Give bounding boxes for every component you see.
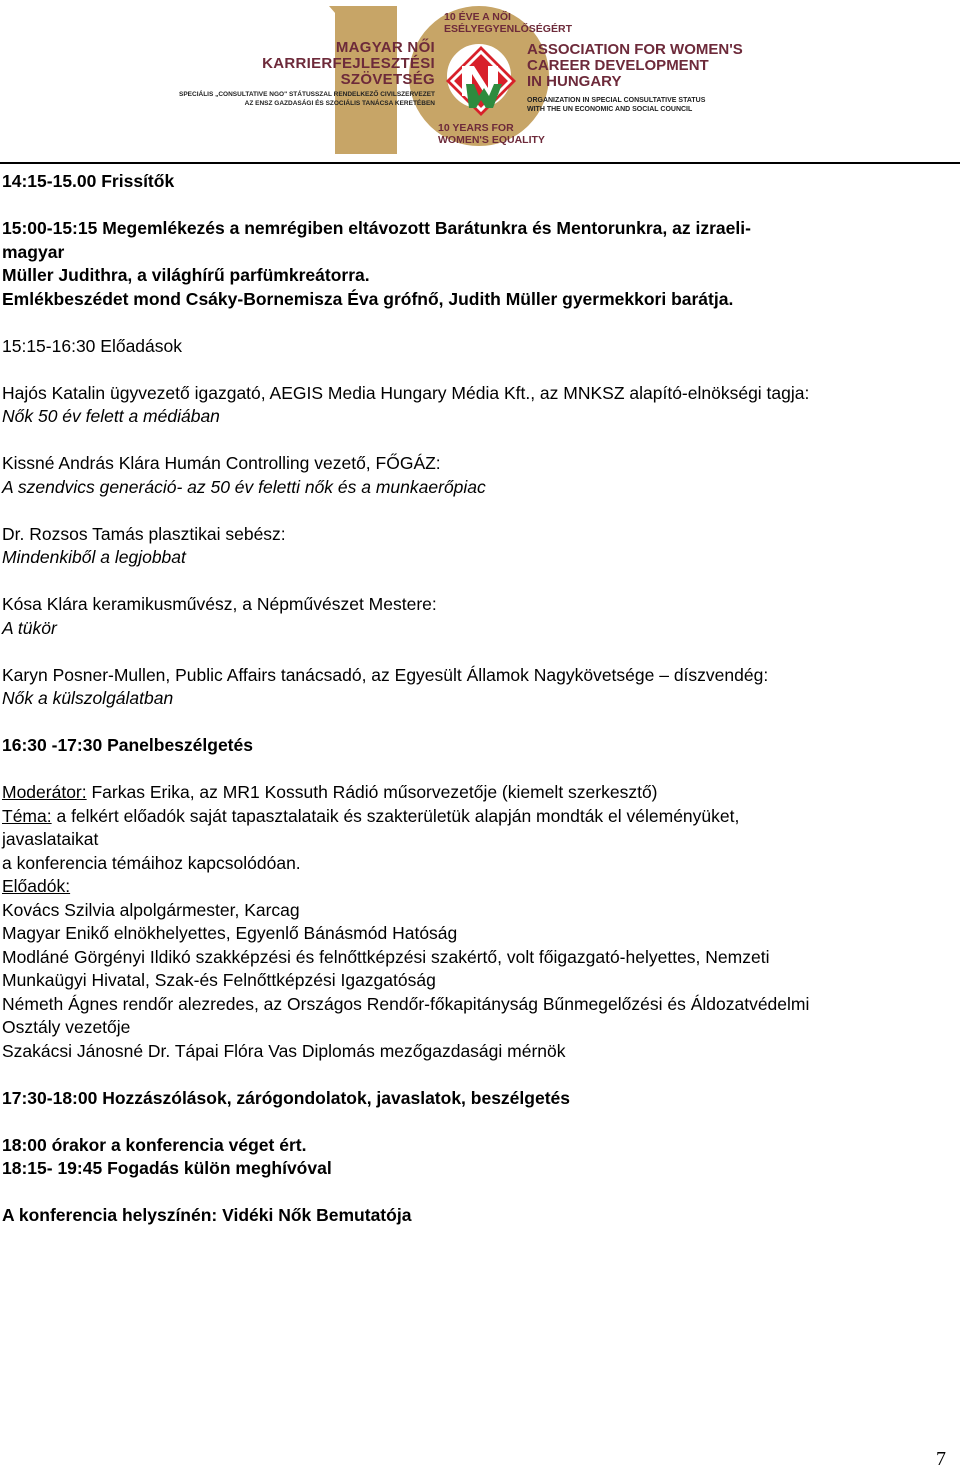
lecture-speaker: Dr. Rozsos Tamás plasztikai sebész: [2, 523, 286, 544]
memorial-line: magyar [2, 241, 65, 262]
lectures-heading: 15:15-16:30 Előadások [2, 335, 182, 356]
lecture-title: Nők 50 év felett a médiában [2, 406, 220, 426]
lecture-title: A tükör [2, 617, 57, 638]
logo-subtitle-line: AZ ENSZ GAZDASÁGI ÉS SZOCIÁLIS TANÁCSA KERETÉBEN [244, 100, 435, 107]
logo-subtitle-line: SPECIÁLIS „CONSULTATIVE NGO" STÁTUSSZAL RENDELKEZŐ CIVILSZERVEZET [179, 91, 435, 98]
lecture-title: Mindenkiből a legjobbat [2, 547, 186, 567]
topic-text: a felkért előadók saját tapasztalataik és szakterületük alapján mondták el véleményüket, [51, 805, 740, 826]
logo-hungarian-name [179, 40, 435, 108]
logo-badge-line: ESÉLYEGYENLŐSÉGÉRT [444, 23, 572, 35]
logo-badge-line: 10 ÉVE A NŐI [444, 11, 511, 23]
panelist-line: Németh Ágnes rendőr alezredes, az Országos Rendőr-főkapitányság Bűnmegelőzési és Áldozatvédelmi [2, 993, 810, 1014]
memorial-line: Müller Judithra, a világhírű parfümkreátorra. [2, 265, 370, 285]
program-content [2, 170, 960, 1228]
logo-english-subtitle [527, 96, 743, 114]
logo-subtitle-line: ORGANIZATION IN SPECIAL CONSULTATIVE STATUS [527, 97, 706, 104]
lecture-speaker: Hajós Katalin ügyvezető igazgató, AEGIS Media Hungary Média Kft., az MNKSZ alapító-elnökségi tagja: [2, 382, 810, 403]
logo-name-line: CAREER DEVELOPMENT [527, 57, 709, 74]
logo-name-line: SZÖVETSÉG [340, 71, 435, 88]
panelist-line: Szakácsi Jánosné Dr. Tápai Flóra Vas Diplomás mezőgazdasági mérnök [2, 1040, 566, 1061]
logo-badge-line: 10 YEARS FOR [438, 122, 514, 134]
lecture-title: A szendvics generáció- az 50 év feletti nők és a munkaerőpiac [2, 476, 486, 497]
panelist-line: Kovács Szilvia alpolgármester, Karcag [2, 899, 300, 920]
panelist-line: Osztály vezetője [2, 1017, 131, 1037]
lecture-item [2, 593, 960, 640]
panelist-line: Modláné Görgényi Ildikó szakképzési és felnőttképzési szakértő, volt főigazgató-helyettes, Nemzeti [2, 946, 770, 967]
topic-line [2, 805, 960, 829]
moderator-line [2, 781, 960, 805]
lecture-speaker: Kissné András Klára Humán Controlling vezető, FŐGÁZ: [2, 453, 441, 473]
logo-name-line: IN HUNGARY [527, 73, 622, 90]
logo-subtitle-line: WITH THE UN ECONOMIC AND SOCIAL COUNCIL [527, 106, 693, 113]
reception-line: 18:15- 19:45 Fogadás külön meghívóval [2, 1158, 332, 1178]
header-divider [0, 162, 960, 164]
discussion-line: 17:30-18:00 Hozzászólások, zárógondolatok, javaslatok, beszélgetés [2, 1087, 570, 1108]
page-number: 7 [936, 1448, 946, 1470]
panel-heading: 16:30 -17:30 Panelbeszélgetés [2, 735, 253, 755]
logo-bottom-badge [438, 122, 545, 146]
lecture-speaker: Karyn Posner-Mullen, Public Affairs tanácsadó, az Egyesült Államok Nagykövetsége – díszvendég: [2, 664, 769, 685]
header-logo [0, 0, 960, 160]
refreshments-line: 14:15-15.00 Frissítők [2, 171, 175, 191]
logo-name-line: MAGYAR NŐI [335, 39, 435, 56]
lecture-speaker: Kósa Klára keramikusművész, a Népművészet Mestere: [2, 594, 437, 614]
panelist-line: Magyar Enikő elnökhelyettes, Egyenlő Bánásmód Hatóság [2, 923, 458, 943]
conference-end-line: 18:00 órakor a konferencia véget ért. [2, 1134, 307, 1155]
lecture-item [2, 523, 960, 570]
memorial-line: Emlékbeszédet mond Csáky-Bornemisza Éva grófnő, Judith Müller gyermekkori barátja. [2, 288, 734, 309]
topic-continuation: javaslataikat [2, 829, 99, 849]
topic-label: Téma: [2, 805, 52, 826]
logo-name-line: KARRIERFEJLESZTÉSI [262, 55, 435, 72]
memorial-line: 15:00-15:15 Megemlékezés a nemrégiben eltávozott Barátunkra és Mentorunkra, az izraeli- [2, 218, 751, 238]
venue-line: A konferencia helyszínén: Vidéki Nők Bemutatója [2, 1205, 412, 1225]
lecture-item [2, 664, 960, 711]
logo-hungarian-subtitle [179, 90, 435, 108]
logo-badge-line: WOMEN'S EQUALITY [438, 134, 545, 146]
lecture-item [2, 382, 960, 429]
lecture-item [2, 452, 960, 499]
logo-name-line: ASSOCIATION FOR WOMEN'S [527, 41, 743, 58]
memorial-block [2, 217, 960, 311]
moderator-label: Moderátor: [2, 782, 87, 802]
panelist-line: Munkaügyi Hivatal, Szak-és Felnőttképzési Igazgatóság [2, 970, 436, 990]
lecture-title: Nők a külszolgálatban [2, 688, 174, 708]
logo-english-name [527, 42, 743, 114]
topic-continuation: a konferencia témáihoz kapcsolódóan. [2, 852, 301, 873]
moderator-text: Farkas Erika, az MR1 Kossuth Rádió műsorvezetője (kiemelt szerkesztő) [86, 782, 658, 802]
nw-emblem-icon [444, 44, 518, 118]
speakers-label: Előadók: [2, 876, 71, 896]
logo-top-badge [444, 11, 572, 35]
